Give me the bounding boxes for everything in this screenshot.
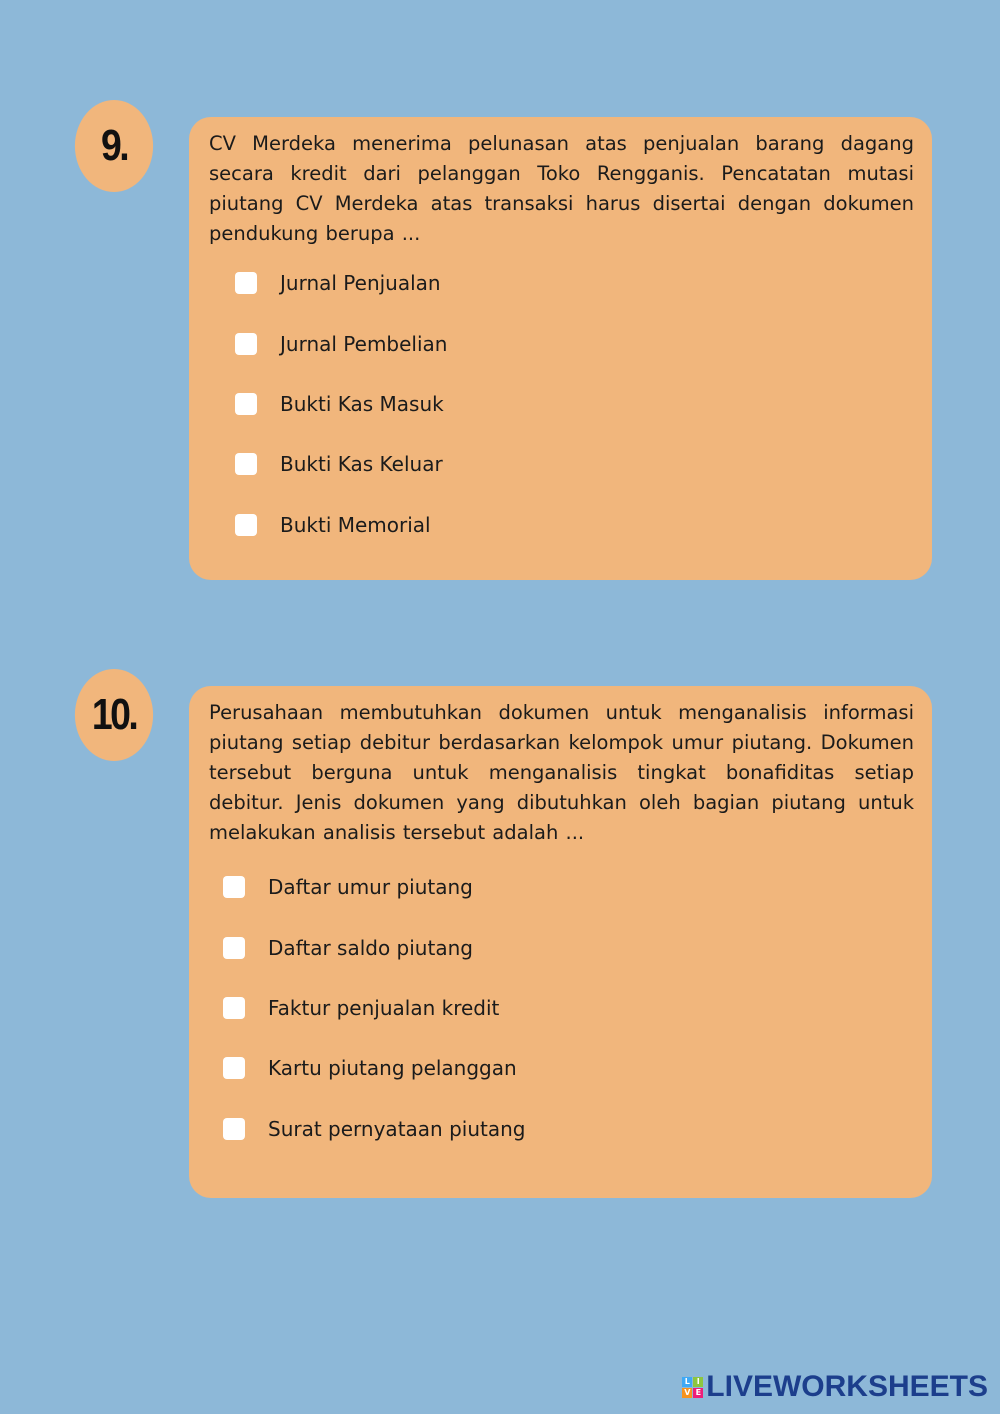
checkbox[interactable]: [235, 333, 257, 355]
answer-option-label: Faktur penjualan kredit: [268, 996, 500, 1020]
checkbox[interactable]: [223, 1118, 245, 1140]
answer-option-label: Bukti Kas Keluar: [280, 452, 443, 476]
liveworksheets-logo-icon: [682, 1377, 703, 1398]
answer-option[interactable]: [235, 329, 447, 359]
checkbox[interactable]: [235, 393, 257, 415]
answer-option-label: Bukti Kas Masuk: [280, 392, 444, 416]
liveworksheets-brand: [682, 1370, 988, 1404]
checkbox[interactable]: [223, 1057, 245, 1079]
question-text: Perusahaan membutuhkan dokumen untuk menganalisis informasi piutang setiap debitur berdasarkan kelompok umur piutang. Dokumen tersebut berguna untuk menganalisis tingkat bonafiditas setiap debitur. Jenis dokumen yang dibutuhkan oleh bagian piutang untuk melakukan analisis tersebut adalah ...: [209, 701, 914, 844]
answer-option[interactable]: [235, 510, 431, 540]
question-card: [189, 117, 932, 580]
checkbox[interactable]: [235, 272, 257, 294]
checkbox[interactable]: [235, 514, 257, 536]
answer-option[interactable]: [223, 1053, 517, 1083]
answer-option[interactable]: [235, 449, 443, 479]
answer-option-label: Daftar umur piutang: [268, 875, 473, 899]
question-number-badge: 10.: [75, 669, 153, 761]
logo-letter: V: [684, 1387, 691, 1397]
brand-name: LIVEWORKSHEETS: [706, 1370, 988, 1403]
answer-option[interactable]: [223, 933, 473, 963]
logo-letter: I: [693, 1377, 703, 1387]
answer-option-label: Bukti Memorial: [280, 513, 431, 537]
answer-option-label: Jurnal Pembelian: [280, 332, 448, 356]
answer-option[interactable]: [223, 993, 499, 1023]
question-number-badge: 9.: [75, 100, 153, 192]
checkbox[interactable]: [223, 997, 245, 1019]
answer-option[interactable]: [223, 872, 473, 902]
logo-letter: L: [682, 1377, 692, 1387]
answer-option-label: Jurnal Penjualan: [280, 271, 441, 295]
answer-option-label: Kartu piutang pelanggan: [268, 1056, 517, 1080]
answer-option-label: Surat pernyataan piutang: [268, 1117, 526, 1141]
checkbox[interactable]: [223, 876, 245, 898]
answer-option[interactable]: [235, 389, 444, 419]
question-text: CV Merdeka menerima pelunasan atas penjualan barang dagang secara kredit dari pelanggan Toko Rengganis. Pencatatan mutasi piutang CV Merdeka atas transaksi harus disertai dengan dokumen pendukung berupa ...: [209, 132, 914, 245]
answer-option[interactable]: [235, 268, 441, 298]
checkbox[interactable]: [235, 453, 257, 475]
logo-letter: E: [693, 1388, 703, 1398]
answer-option[interactable]: [223, 1114, 525, 1144]
question-card: [189, 686, 932, 1198]
checkbox[interactable]: [223, 937, 245, 959]
answer-option-label: Daftar saldo piutang: [268, 936, 473, 960]
